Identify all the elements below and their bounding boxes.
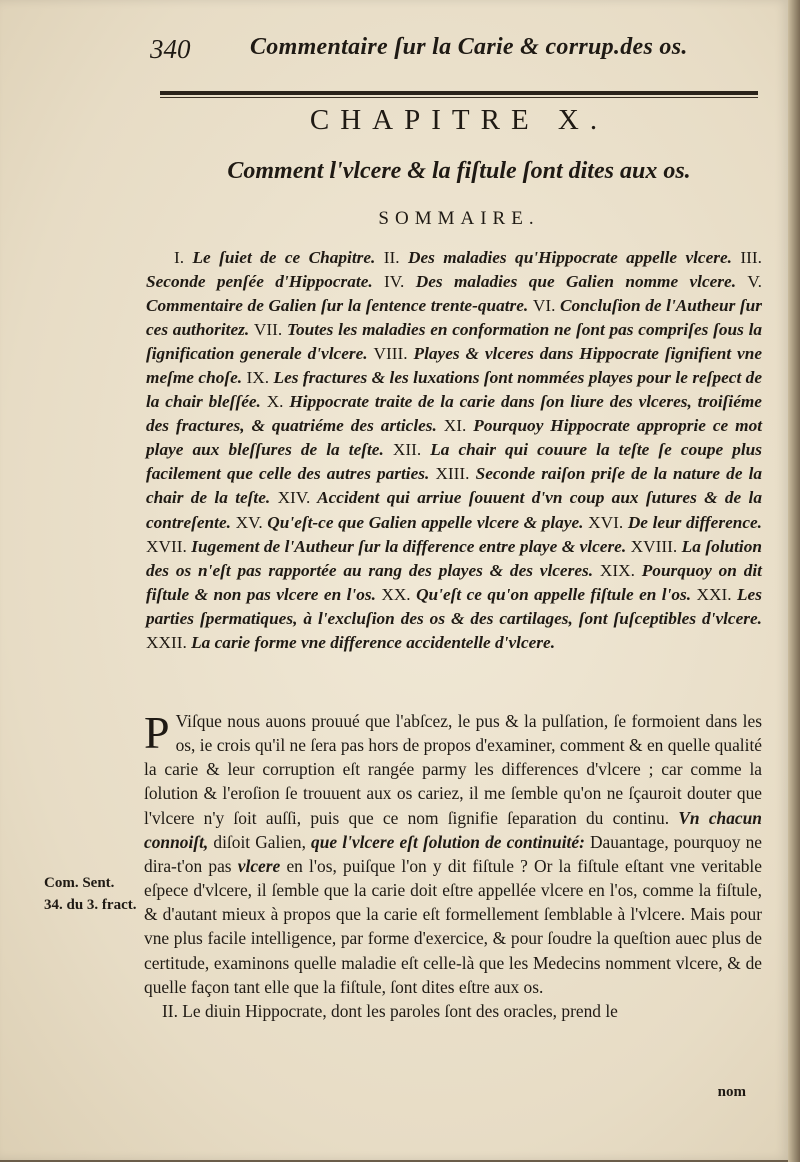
sommaire-heading: SOMMAIRE.: [378, 208, 540, 229]
summary-item-text: Commentaire de Galien ſur la ſentence trente-quatre.: [146, 296, 529, 316]
body-text: [144, 709, 762, 1023]
paragraph-2: II. Le diuin Hippocrate, dont les paroles ſont des oracles, prend le: [162, 1000, 618, 1021]
summary-item-text: Des maladies qu'Hippocrate appelle vlcere.: [408, 248, 732, 267]
summary-item-number: XII.: [392, 440, 422, 460]
paragraph-1-text-d: en l'os, puiſque l'on y dit fiſtule ? Or la fiſtule eſtant vne veritable eſpece d'vlcere, il ſemble que la carie doit eſtre appellée vlcere en l'os, comme la fiſtule, & d'autant mieux à propos que la carie eſt formellement ſemblable à l'vlcere. Mais pour vne plus facile intelligence, par forme d'exercice, & pour ſoudre la queſtion auec plus de certitude, examinons quelle maladie eſt celle-là que les Medecins nomment vlcere, & de quelle façon tant elle que la fiſtule, ſont dites eſtre aux os.: [144, 855, 762, 997]
summary-item-number: XIV.: [277, 488, 311, 508]
quote-vlcere: vlcere: [237, 855, 281, 876]
summary-item-number: II.: [383, 248, 400, 267]
page-header: [150, 34, 750, 70]
summary-item-text: La carie forme vne difference accidentelle d'vlcere.: [191, 632, 556, 652]
summary-item-text: De leur difference.: [627, 512, 763, 532]
chapter-title: CHAPITRE X.: [309, 104, 609, 136]
summary-item-text: La chair qui couure la teſte ſe coupe plus facilement que celle des autres parties.: [146, 440, 762, 484]
running-title: Commentaire ſur la Carie & corrup.des os.: [250, 34, 688, 60]
summary-item-number: XVIII.: [630, 536, 678, 556]
summary-item-number: XX.: [381, 584, 411, 604]
paragraph-1-text-c: Dauantage, pourquoy ne dira-t'on pas: [144, 831, 762, 876]
summary-item-number: VI.: [532, 296, 556, 316]
paragraph-1: [144, 709, 762, 999]
summary-item-number: III.: [740, 248, 762, 267]
summary-item-number: VII.: [253, 320, 283, 340]
summary-item-text: Iugement de l'Autheur ſur la difference entre playe & vlcere.: [191, 536, 627, 556]
summary-item-text: Pourquoy on dit fiſtule & non pas vlcere en l'os.: [146, 560, 762, 604]
summary-item-number: XVI.: [588, 512, 624, 532]
summary-item-text: Seconde penſée d'Hippocrate.: [146, 272, 373, 292]
chapter-summary: [146, 246, 762, 655]
summary-item-number: IX.: [246, 368, 270, 388]
ornamental-rule-thin: [160, 97, 758, 98]
paragraph-1-text-b: diſoit Galien,: [213, 831, 306, 852]
summary-item-text: Hippocrate traite de la carie dans ſon liure des vlceres, troiſiéme des fractures, & quatriéme des articles.: [146, 392, 762, 436]
summary-item-number: IV.: [384, 272, 405, 292]
margin-note: [44, 872, 140, 916]
summary-item-text: Concluſion de l'Autheur ſur ces authoritez.: [146, 296, 762, 340]
summary-item-number: XXI.: [696, 584, 732, 604]
summary-item-text: Les parties ſpermatiques, à l'excluſion des os & des cartilages, ſont ſuſceptibles d'vlcere.: [146, 584, 762, 628]
summary-item-text: Des maladies que Galien nomme vlcere.: [415, 272, 737, 292]
summary-item-number: XXII.: [146, 632, 187, 652]
summary-item-number: X.: [266, 392, 284, 412]
quote-galien-2: que l'vlcere eſt ſolution de continuité:: [311, 831, 585, 852]
summary-item-text: Toutes les maladies en conformation ne ſont pas compriſes ſous la ſignification generale d'vlcere.: [146, 320, 763, 364]
summary-item-number: XIII.: [435, 464, 470, 484]
summary-item-number: XI.: [443, 416, 467, 436]
page-edge-shadow: [788, 0, 800, 1162]
catchword: nom: [717, 1084, 746, 1100]
summary-item-text: Playes & vlceres dans Hippocrate ſignifient vne meſme choſe.: [146, 344, 762, 388]
chapter-subtitle: Comment l'vlcere & la fiſtule ſont dites aux os.: [227, 158, 691, 184]
summary-item-text: Les fractures & les luxations ſont nommées playes pour le reſpect de la chair bleſſée.: [146, 368, 762, 412]
margin-note-line-1: Com. Sent.: [44, 875, 115, 891]
page-number: 340: [150, 34, 191, 64]
margin-note-line-2: 34. du 3. fract.: [44, 897, 137, 913]
quote-galien-1: Vn chacun connoiſt,: [144, 807, 762, 852]
summary-item-text: Accident qui arriue ſouuent d'vn coup aux ſutures & de la contreſente.: [146, 488, 762, 532]
summary-item-number: XVII.: [146, 536, 187, 556]
summary-item-text: Qu'eſt-ce que Galien appelle vlcere & playe.: [267, 512, 584, 532]
summary-item-number: I.: [174, 248, 185, 267]
drop-cap: P: [144, 707, 170, 758]
summary-item-number: V.: [747, 272, 762, 292]
summary-item-text: La ſolution des os n'eſt pas rapportée au rang des playes & des vlceres.: [146, 536, 762, 580]
summary-item-number: VIII.: [373, 344, 408, 364]
summary-item-text: Seconde raiſon priſe de la nature de la chair de la teſte.: [146, 464, 763, 508]
summary-item-text: Le ſuiet de ce Chapitre.: [192, 248, 376, 267]
ornamental-rule: [160, 91, 758, 95]
summary-item-number: XV.: [235, 512, 263, 532]
summary-item-text: Pourquoy Hippocrate approprie ce mot playe aux bleſſures de la teſte.: [146, 416, 763, 460]
summary-item-number: XIX.: [599, 560, 635, 580]
paragraph-1-text-a: Viſque nous auons prouué que l'abſcez, le pus & la pulſation, ſe formoient dans les os, ie crois qu'il ne ſera pas hors de propos d'examiner, comment & en quelle qualité la carie & leur corruption eſt rangée parmy les differences d'vlcere ; car comme la ſolution & l'eroſion ſe trouuent aux os cariez, il me ſemble qu'on ne ſçauroit douter que l'vlcere n'y ſoit auſſi, puis que ce nom ſignifie ſeparation du continu.: [144, 711, 762, 828]
summary-item-text: Qu'eſt ce qu'on appelle fiſtule en l'os.: [416, 584, 692, 604]
